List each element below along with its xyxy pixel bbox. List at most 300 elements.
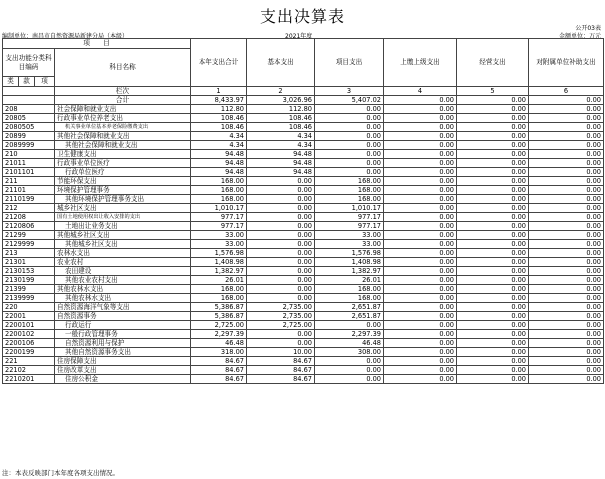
row-name: 其他农林水支出: [55, 294, 191, 303]
row-value: 0.00: [247, 249, 315, 258]
row-value: 1,576.98: [315, 249, 384, 258]
row-value: 0.00: [384, 177, 457, 186]
row-value: 0.00: [529, 123, 604, 132]
row-value: 0.00: [529, 285, 604, 294]
row-value: 0.00: [384, 267, 457, 276]
row-value: 168.00: [315, 294, 384, 303]
row-name: 农业农村: [55, 258, 191, 267]
row-code: 2089999: [3, 141, 55, 150]
row-value: 0.00: [457, 357, 529, 366]
row-code: 2129999: [3, 240, 55, 249]
row-value: 0.00: [384, 348, 457, 357]
row-value: 4.34: [247, 132, 315, 141]
row-value: 168.00: [191, 195, 247, 204]
row-code: 21101: [3, 186, 55, 195]
row-value: 5,386.87: [191, 312, 247, 321]
col-num: 6: [529, 87, 604, 96]
row-name: 行政事业单位养老支出: [55, 114, 191, 123]
row-name: 土地出让业务支出: [55, 222, 191, 231]
row-value: 94.48: [247, 159, 315, 168]
row-value: 4.34: [247, 141, 315, 150]
table-row: [3, 222, 604, 231]
row-value: 0.00: [457, 168, 529, 177]
row-name: 国有土地使用权出让收入安排的支出: [55, 213, 191, 222]
row-value: 4.34: [191, 141, 247, 150]
row-value: 2,651.87: [315, 312, 384, 321]
row-value: 0.00: [457, 339, 529, 348]
row-value: 0.00: [457, 177, 529, 186]
table-row: [3, 213, 604, 222]
row-code: 208: [3, 105, 55, 114]
col-num: 1: [191, 87, 247, 96]
row-value: 0.00: [384, 114, 457, 123]
row-code: 22102: [3, 366, 55, 375]
row-value: 0.00: [315, 375, 384, 384]
row-value: 0.00: [529, 168, 604, 177]
table-row: [3, 267, 604, 276]
row-value: 0.00: [247, 177, 315, 186]
total-value: 8,433.97: [191, 96, 247, 105]
row-code: 2080505: [3, 123, 55, 132]
row-code: 21399: [3, 285, 55, 294]
row-name: 其他农业农村支出: [55, 276, 191, 285]
row-value: 0.00: [457, 258, 529, 267]
row-value: 0.00: [457, 375, 529, 384]
row-value: 2,651.87: [315, 303, 384, 312]
row-value: 84.67: [191, 366, 247, 375]
table-row: [3, 114, 604, 123]
row-value: 0.00: [529, 231, 604, 240]
row-value: 0.00: [247, 195, 315, 204]
row-value: 0.00: [384, 258, 457, 267]
expenditure-table: [2, 38, 604, 384]
row-value: 0.00: [384, 132, 457, 141]
row-value: 0.00: [384, 231, 457, 240]
row-value: 0.00: [457, 186, 529, 195]
row-value: 0.00: [384, 312, 457, 321]
row-value: 84.67: [191, 357, 247, 366]
row-code: 2130153: [3, 267, 55, 276]
row-value: 0.00: [457, 222, 529, 231]
row-value: 308.00: [315, 348, 384, 357]
row-value: 0.00: [384, 141, 457, 150]
footnote: 注：本表反映部门本年度各项支出情况。: [2, 469, 119, 477]
header-kuan: 款: [19, 77, 35, 87]
row-value: 33.00: [191, 240, 247, 249]
row-value: 2,735.00: [247, 303, 315, 312]
header-lei: 类: [3, 77, 19, 87]
row-code: 2210201: [3, 375, 55, 384]
table-row: [3, 276, 604, 285]
row-code: 2200199: [3, 348, 55, 357]
row-value: 0.00: [457, 249, 529, 258]
row-code: 20899: [3, 132, 55, 141]
row-value: 0.00: [529, 366, 604, 375]
table-row: [3, 204, 604, 213]
table-row: [3, 294, 604, 303]
row-name: 其他农林水支出: [55, 285, 191, 294]
row-value: 112.80: [191, 105, 247, 114]
row-value: 0.00: [384, 276, 457, 285]
row-value: 0.00: [315, 357, 384, 366]
row-value: 84.67: [247, 366, 315, 375]
row-value: 0.00: [457, 150, 529, 159]
row-value: 168.00: [315, 285, 384, 294]
row-value: 26.01: [315, 276, 384, 285]
row-value: 0.00: [384, 204, 457, 213]
row-value: 1,382.97: [191, 267, 247, 276]
row-value: 0.00: [384, 105, 457, 114]
table-row: [3, 150, 604, 159]
row-value: 168.00: [315, 177, 384, 186]
row-value: 168.00: [315, 195, 384, 204]
row-name: 自然资源海洋气象等支出: [55, 303, 191, 312]
row-value: 0.00: [529, 303, 604, 312]
row-name: 农田建设: [55, 267, 191, 276]
row-value: 0.00: [315, 114, 384, 123]
table-row: [3, 330, 604, 339]
row-value: 0.00: [529, 249, 604, 258]
currency-unit-label: 金额单位：万元: [558, 33, 601, 40]
row-value: 94.48: [191, 168, 247, 177]
row-value: 0.00: [384, 321, 457, 330]
row-value: 1,382.97: [315, 267, 384, 276]
row-value: 0.00: [457, 141, 529, 150]
row-name: 自然资源事务: [55, 312, 191, 321]
header-col-5: 经营支出: [457, 39, 529, 87]
row-value: 0.00: [247, 204, 315, 213]
header-col-3: 项目支出: [315, 39, 384, 87]
header-name: 科目名称: [55, 49, 191, 87]
table-row: [3, 105, 604, 114]
row-value: 2,297.39: [191, 330, 247, 339]
col-num: 4: [384, 87, 457, 96]
row-name: 环境保护管理事务: [55, 186, 191, 195]
row-value: 168.00: [191, 294, 247, 303]
table-row: [3, 132, 604, 141]
row-value: 94.48: [247, 150, 315, 159]
row-value: 318.00: [191, 348, 247, 357]
col-num: 2: [247, 87, 315, 96]
header-col-4: 上缴上级支出: [384, 39, 457, 87]
row-value: 0.00: [384, 294, 457, 303]
row-value: 108.46: [191, 123, 247, 132]
header-col-6: 对附属单位补助支出: [529, 39, 604, 87]
row-value: 977.17: [315, 213, 384, 222]
row-name: 自然资源利用与保护: [55, 339, 191, 348]
row-name: 其他自然资源事务支出: [55, 348, 191, 357]
row-value: 0.00: [384, 375, 457, 384]
row-value: 0.00: [529, 339, 604, 348]
row-value: 0.00: [529, 267, 604, 276]
row-value: 2,725.00: [191, 321, 247, 330]
row-value: 0.00: [384, 222, 457, 231]
row-value: 0.00: [457, 195, 529, 204]
table-row: [3, 357, 604, 366]
row-name: 行政事业单位医疗: [55, 159, 191, 168]
row-value: 0.00: [384, 285, 457, 294]
row-name: 机关事业单位基本养老保险缴费支出: [55, 123, 191, 132]
table-row: [3, 348, 604, 357]
row-value: 977.17: [191, 213, 247, 222]
total-value: 0.00: [384, 96, 457, 105]
row-value: 46.48: [191, 339, 247, 348]
row-value: 0.00: [529, 150, 604, 159]
row-value: 1,010.17: [191, 204, 247, 213]
row-name: 行政运行: [55, 321, 191, 330]
total-row: [3, 96, 604, 105]
row-value: 0.00: [247, 222, 315, 231]
row-value: 0.00: [384, 213, 457, 222]
row-value: 0.00: [384, 168, 457, 177]
row-code: 2200102: [3, 330, 55, 339]
row-value: 0.00: [529, 132, 604, 141]
row-value: 1,010.17: [315, 204, 384, 213]
row-value: 33.00: [315, 240, 384, 249]
row-value: 0.00: [529, 330, 604, 339]
table-row: [3, 168, 604, 177]
row-code: 221: [3, 357, 55, 366]
row-value: 0.00: [457, 231, 529, 240]
row-value: 1,408.98: [191, 258, 247, 267]
row-value: 0.00: [315, 321, 384, 330]
row-value: 0.00: [457, 240, 529, 249]
row-code: 210: [3, 150, 55, 159]
row-value: 0.00: [315, 141, 384, 150]
table-row: [3, 240, 604, 249]
row-value: 0.00: [529, 213, 604, 222]
row-name: 社会保障和就业支出: [55, 105, 191, 114]
row-value: 0.00: [529, 294, 604, 303]
row-name: 其他社会保障和就业支出: [55, 132, 191, 141]
row-code: 22001: [3, 312, 55, 321]
row-value: 0.00: [384, 159, 457, 168]
row-value: 0.00: [529, 159, 604, 168]
row-value: 0.00: [315, 150, 384, 159]
row-name: 住房改革支出: [55, 366, 191, 375]
row-value: 0.00: [457, 312, 529, 321]
row-name: 其他社会保障和就业支出: [55, 141, 191, 150]
header-item: 项 目: [3, 39, 191, 49]
row-value: 0.00: [529, 240, 604, 249]
row-code: 2200101: [3, 321, 55, 330]
row-value: 0.00: [315, 159, 384, 168]
row-value: 977.17: [315, 222, 384, 231]
row-name: 住房公积金: [55, 375, 191, 384]
unit-label: 编制单位：南昌市自然资源局新建分局（本级）: [2, 33, 129, 40]
row-value: 0.00: [529, 177, 604, 186]
row-value: 0.00: [529, 357, 604, 366]
row-value: 2,735.00: [247, 312, 315, 321]
row-value: 0.00: [315, 123, 384, 132]
row-value: 0.00: [457, 366, 529, 375]
row-value: 0.00: [529, 105, 604, 114]
col-num: 3: [315, 87, 384, 96]
row-value: 94.48: [191, 159, 247, 168]
row-value: 0.00: [529, 348, 604, 357]
header-xiang: 项: [35, 77, 55, 87]
row-value: 977.17: [191, 222, 247, 231]
row-value: 0.00: [457, 267, 529, 276]
row-value: 0.00: [315, 105, 384, 114]
row-name: 其他城乡社区支出: [55, 240, 191, 249]
row-value: 0.00: [457, 204, 529, 213]
row-value: 0.00: [384, 123, 457, 132]
row-value: 0.00: [529, 141, 604, 150]
table-row: [3, 195, 604, 204]
row-code: 21208: [3, 213, 55, 222]
year-label: 2021年度: [285, 33, 313, 40]
row-value: 0.00: [457, 123, 529, 132]
row-value: 0.00: [247, 267, 315, 276]
row-name: 卫生健康支出: [55, 150, 191, 159]
row-value: 0.00: [384, 186, 457, 195]
row-code: 21301: [3, 258, 55, 267]
row-value: 112.80: [247, 105, 315, 114]
row-value: 1,576.98: [191, 249, 247, 258]
header-code: 支出功能分类科目编码: [3, 49, 55, 77]
row-value: 108.46: [191, 114, 247, 123]
row-value: 0.00: [529, 186, 604, 195]
row-code: 20805: [3, 114, 55, 123]
row-name: 住房保障支出: [55, 357, 191, 366]
row-value: 108.46: [247, 114, 315, 123]
table-row: [3, 231, 604, 240]
row-value: 0.00: [247, 240, 315, 249]
row-value: 0.00: [247, 330, 315, 339]
row-value: 168.00: [315, 186, 384, 195]
row-value: 0.00: [315, 132, 384, 141]
row-value: 2,297.39: [315, 330, 384, 339]
total-value: 0.00: [457, 96, 529, 105]
table-row: [3, 312, 604, 321]
row-value: 168.00: [191, 177, 247, 186]
row-code: 2101101: [3, 168, 55, 177]
table-row: [3, 186, 604, 195]
row-value: 46.48: [315, 339, 384, 348]
table-number: 公开03表: [575, 25, 601, 32]
row-value: 94.48: [191, 150, 247, 159]
row-value: 0.00: [384, 366, 457, 375]
row-code: 220: [3, 303, 55, 312]
row-value: 0.00: [529, 276, 604, 285]
row-value: 0.00: [384, 303, 457, 312]
row-value: 0.00: [247, 294, 315, 303]
table-row: [3, 375, 604, 384]
row-value: 0.00: [384, 150, 457, 159]
row-value: 0.00: [457, 321, 529, 330]
row-value: 0.00: [457, 114, 529, 123]
row-value: 0.00: [384, 330, 457, 339]
table-row: [3, 321, 604, 330]
row-value: 0.00: [529, 222, 604, 231]
row-value: 0.00: [457, 303, 529, 312]
row-code: 2130199: [3, 276, 55, 285]
row-value: 10.00: [247, 348, 315, 357]
row-value: 0.00: [529, 258, 604, 267]
row-name: 其他环境保护管理事务支出: [55, 195, 191, 204]
row-value: 168.00: [191, 285, 247, 294]
row-value: 0.00: [315, 366, 384, 375]
row-value: 0.00: [457, 294, 529, 303]
lanci-label: 栏次: [55, 87, 191, 96]
col-num: 5: [457, 87, 529, 96]
row-value: 0.00: [247, 186, 315, 195]
row-value: 84.67: [247, 357, 315, 366]
header-col-2: 基本支出: [247, 39, 315, 87]
table-row: [3, 366, 604, 375]
table-row: [3, 159, 604, 168]
table-row: [3, 177, 604, 186]
row-value: 0.00: [457, 285, 529, 294]
row-value: 33.00: [315, 231, 384, 240]
row-value: 5,386.87: [191, 303, 247, 312]
row-value: 0.00: [457, 132, 529, 141]
row-code: 212: [3, 204, 55, 213]
table-row: [3, 123, 604, 132]
row-value: 0.00: [384, 339, 457, 348]
row-value: 0.00: [529, 204, 604, 213]
row-value: 0.00: [247, 213, 315, 222]
row-value: 0.00: [529, 195, 604, 204]
row-name: 行政单位医疗: [55, 168, 191, 177]
row-value: 4.34: [191, 132, 247, 141]
total-value: 3,026.96: [247, 96, 315, 105]
row-name: 城乡社区支出: [55, 204, 191, 213]
table-row: [3, 339, 604, 348]
row-value: 0.00: [529, 312, 604, 321]
header-col-1: 本年支出合计: [191, 39, 247, 87]
row-code: 2110199: [3, 195, 55, 204]
row-name: 其他城乡社区支出: [55, 231, 191, 240]
table-row: [3, 141, 604, 150]
table-row: [3, 249, 604, 258]
row-value: 1,408.98: [315, 258, 384, 267]
row-code: 2139999: [3, 294, 55, 303]
row-value: 0.00: [457, 105, 529, 114]
total-value: 0.00: [529, 96, 604, 105]
row-value: 94.48: [247, 168, 315, 177]
total-value: 5,407.02: [315, 96, 384, 105]
row-value: 0.00: [315, 168, 384, 177]
row-value: 0.00: [384, 195, 457, 204]
row-value: 0.00: [457, 276, 529, 285]
row-value: 0.00: [529, 114, 604, 123]
row-value: 0.00: [529, 321, 604, 330]
row-value: 0.00: [247, 276, 315, 285]
table-row: [3, 303, 604, 312]
row-value: 33.00: [191, 231, 247, 240]
row-code: 2200106: [3, 339, 55, 348]
row-value: 0.00: [529, 375, 604, 384]
row-value: 2,725.00: [247, 321, 315, 330]
row-value: 84.67: [191, 375, 247, 384]
row-value: 168.00: [191, 186, 247, 195]
row-value: 84.67: [247, 375, 315, 384]
total-label: 合计: [55, 96, 191, 105]
row-value: 0.00: [457, 348, 529, 357]
row-code: 211: [3, 177, 55, 186]
row-code: 21299: [3, 231, 55, 240]
row-value: 108.46: [247, 123, 315, 132]
row-value: 0.00: [457, 213, 529, 222]
row-name: 一般行政管理事务: [55, 330, 191, 339]
row-value: 0.00: [384, 357, 457, 366]
row-value: 0.00: [247, 339, 315, 348]
row-code: 2120806: [3, 222, 55, 231]
row-code: 213: [3, 249, 55, 258]
row-name: 农林水支出: [55, 249, 191, 258]
